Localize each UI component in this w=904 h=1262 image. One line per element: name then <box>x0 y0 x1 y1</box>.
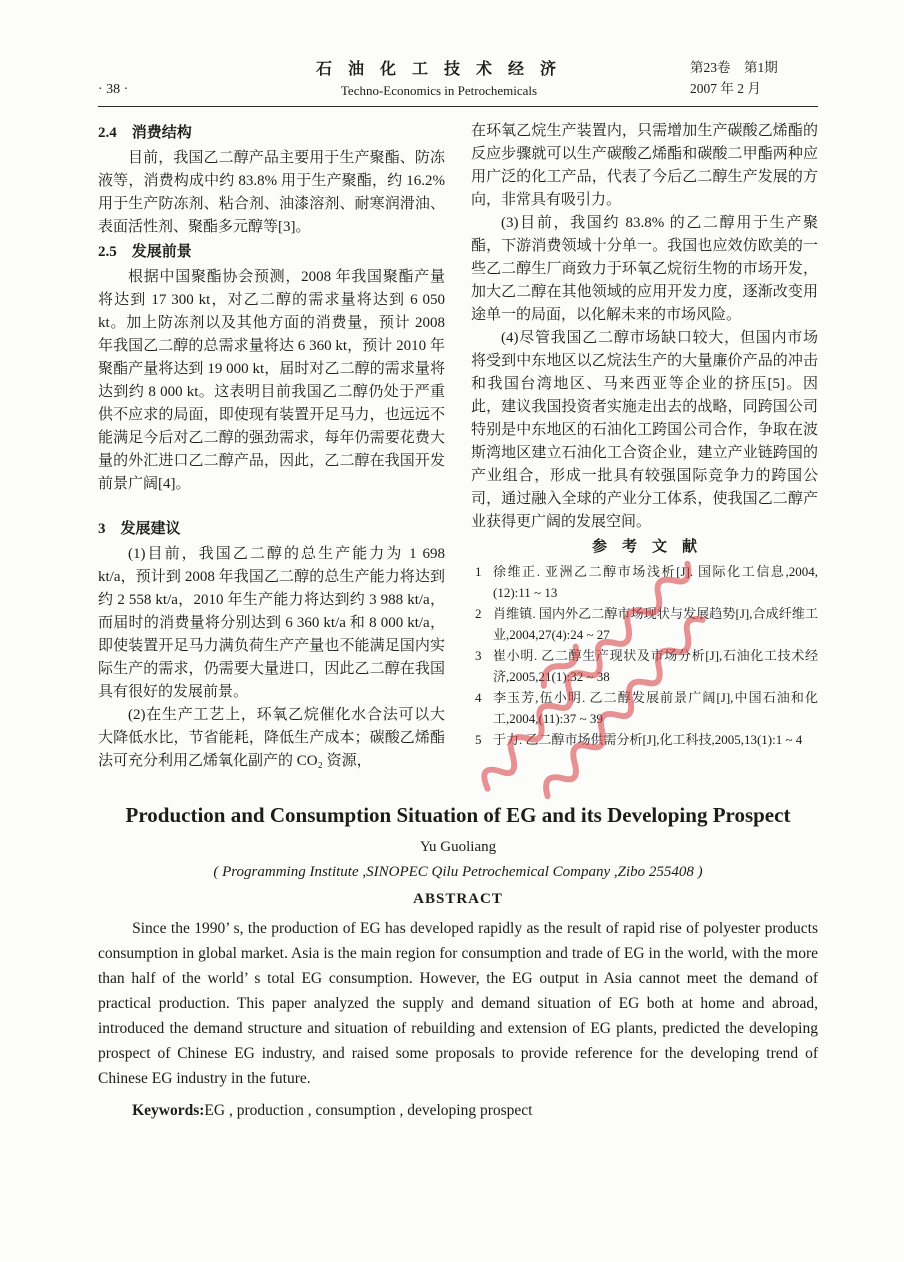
reference-item <box>471 561 818 603</box>
right-column <box>471 120 818 773</box>
page-header <box>98 0 818 99</box>
reference-number: 2 <box>475 606 482 621</box>
abstract-heading: ABSTRACT <box>413 891 503 907</box>
journal-title-cn: 石 油 化 工 技 术 经 济 <box>315 61 562 78</box>
section-heading-consumption-structure: 2.4 消费结构 <box>98 125 192 141</box>
reference-item <box>471 687 818 729</box>
author-affiliation: ( Programming Institute ,SINOPEC Qilu Petrochemical Company ,Zibo 255408 ) <box>213 864 703 880</box>
reference-number: 5 <box>475 732 482 747</box>
volume-issue: 第23卷 第1期 <box>690 60 778 75</box>
english-abstract-section <box>98 803 818 1120</box>
reference-text: 于力. 乙二醇市场供需分析[J],化工科技,2005,13(1):1 ~ 4 <box>493 732 803 747</box>
article-body <box>98 120 818 773</box>
section-heading-development-prospect: 2.5 发展前景 <box>98 244 192 260</box>
reference-text: 崔小明. 乙二醇生产现状及市场分析[J],石油化工技术经济,2005,21(1):32 ~ 38 <box>493 648 818 684</box>
reference-text: 肖维镇. 国内外乙二醇市场现状与发展趋势[J],合成纤维工业,2004,27(4):24 ~ 27 <box>493 606 818 642</box>
reference-text: 徐维正. 亚洲乙二醇市场浅析[J]. 国际化工信息,2004, (12):11 ~ 13 <box>493 564 818 600</box>
abstract-text: Since the 1990’ s, the production of EG has developed rapidly as the result of rapid rise of polyester products consumption in global market. Asia is the main region for consumption and trade of EG in the world, with the more than half of the world’ s total EG consumption. However, the EG output in Asia cannot meet the demand of practical production. This paper analyzed the supply and demand situation of EG both at home and abroad, introduced the demand structure and situation of rebuilding and extension of EG plants, predicted the developing prospect of Chinese EG industry, and raised some proposals to provide reference for the developing trend of Chinese EG industry in the future. <box>98 920 818 1087</box>
reference-text: 李玉芳,伍小明. 乙二醇发展前景广阔[J],中国石油和化工,2004,(11):37 ~ 39 <box>493 690 818 726</box>
journal-masthead <box>188 56 690 99</box>
paragraph-development-prospect: 根据中国聚酯协会预测，2008 年我国聚酯产量将达到 17 300 kt，对乙二醇的需求量将达到 6 050 kt。加上防冻剂以及其他方面的消费量，预计 2008 年我国乙二醇的总需求量将达 6 360 kt，预计 2010 年聚酯产量将达到 19 000 kt，届时对乙二醇的需求量将达到约 8 000 kt。这表明目前我国乙二醇仍处于严重供不应求的局面，即使现有装置开足马力，也远远不能满足今后对乙二醇的强劲需求，每年仍需要花费大量的外汇进口乙二醇产品，因此，乙二醇在我国开发前景广阔[4]。 <box>98 269 445 492</box>
paragraph-consumption-structure: 目前，我国乙二醇产品主要用于生产聚酯、防冻液等，消费构成中约 83.8% 用于生产聚酯，约 16.2% 用于生产防冻剂、粘合剂、油漆溶剂、耐寒润滑油、表面活性剂、聚酯多元醇等[3]。 <box>98 150 445 235</box>
reference-item <box>471 603 818 645</box>
paragraph-suggestion-3: (3)目前，我国约 83.8% 的乙二醇用于生产聚酯，下游消费领域十分单一。我国也应效仿欧美的一些乙二醇生厂商致力于环氧乙烷衍生物的市场开发，加大乙二醇在其他领域的应用开发力度，逐渐改变用途单一的局面，以化解未来的市场风险。 <box>471 215 818 323</box>
paragraph-suggestion-2: (2)在生产工艺上，环氧乙烷催化水合法可以大大降低水比，节省能耗，降低生产成本；碳酸乙烯酯法可充分利用乙烯氧化副产的 CO₂ 资源， <box>98 707 445 769</box>
header-divider <box>98 106 818 107</box>
paragraph-suggestion-4: (4)尽管我国乙二醇市场缺口较大，但国内市场将受到中东地区以乙烷法生产的大量廉价产品的冲击和我国台湾地区、马来西亚等企业的挤压[5]。因此，建议我国投资者实施走出去的战略，同跨国公司特别是中东地区的石油化工跨国公司合作，争取在波斯湾地区建立石油化工合资企业，建立产业链跨国的产业组合，形成一批具有较强国际竞争力的跨国公司，通过融入全球的产业分工体系，使我国乙二醇产业获得更广阔的发展空间。 <box>471 330 818 530</box>
reference-number: 3 <box>475 648 482 663</box>
paragraph-suggestion-1: (1)目前，我国乙二醇的总生产能力为 1 698 kt/a，预计到 2008 年我国乙二醇的总生产能力将达到约 2 558 kt/a，2010 年生产能力将达到约 3 988 kt/a，而届时的消费量将分别达到 6 360 kt/a 和 8 000 kt/a，即使装置开足马力满负荷生产产量也不能满足国内实际生产的需求，仍需要大量进口，因此乙二醇在我国具有很好的发展前景。 <box>98 546 445 700</box>
keywords-text: EG , production , consumption , developing prospect <box>204 1102 533 1119</box>
section-heading-development-suggestions: 3 发展建议 <box>98 521 181 537</box>
paragraph-suggestion-2-continued: 在环氧乙烷生产装置内，只需增加生产碳酸乙烯酯的反应步骤就可以生产碳酸乙烯酯和碳酸二甲酯两种应用广泛的化工产品，代表了今后乙二醇生产发展的方向，非常具有吸引力。 <box>471 123 818 208</box>
references-heading: 参 考 文 献 <box>591 539 697 555</box>
english-title: Production and Consumption Situation of EG and its Developing Prospect <box>125 803 791 827</box>
keywords-line <box>98 1102 818 1120</box>
keywords-label: Keywords: <box>132 1102 205 1119</box>
reference-item <box>471 729 818 750</box>
issue-date: 2007 年 2 月 <box>690 81 761 96</box>
journal-title-en: Techno-Economics in Petrochemicals <box>340 83 538 98</box>
reference-number: 1 <box>475 564 482 579</box>
author-name: Yu Guoliang <box>419 839 497 855</box>
issue-info <box>690 57 818 99</box>
page-number: · 38 · <box>98 82 129 97</box>
left-column <box>98 120 445 773</box>
reference-number: 4 <box>475 690 482 705</box>
reference-item <box>471 645 818 687</box>
